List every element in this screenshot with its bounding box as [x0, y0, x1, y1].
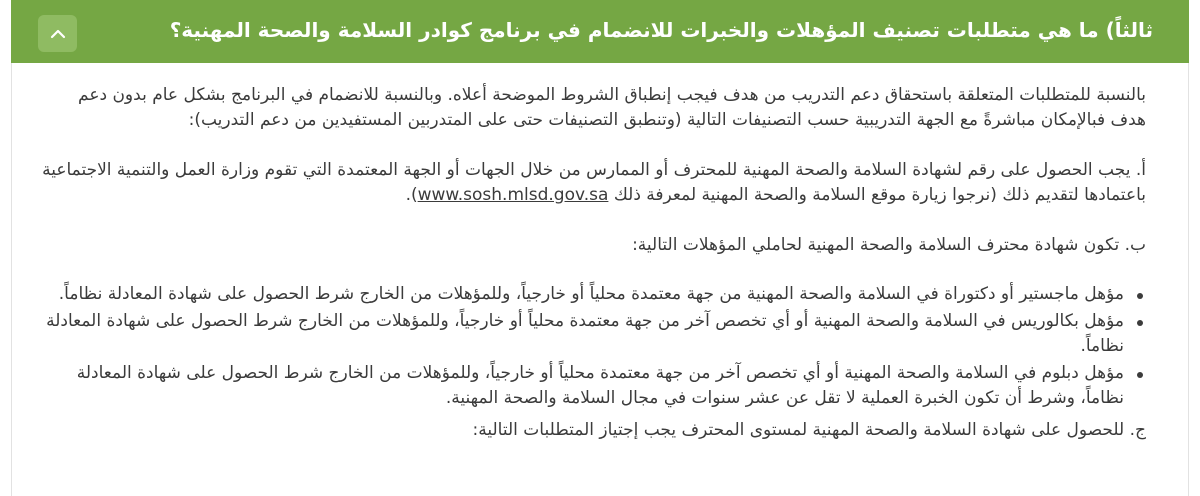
item-c-paragraph: ج. للحصول على شهادة السلامة والصحة المهنية لمستوى المحترف يجب إجتياز المتطلبات التالية:	[472, 420, 1146, 440]
qualifications-list	[40, 282, 1146, 411]
list-item: مؤهل دبلوم في السلامة والصحة المهنية أو أي تخصص آخر من جهة معتمدة محلياً أو خارجياً، وللمؤهلات من الخارج شرط الحصول على شهادة المعادلة نظاماً، وشرط أن تكون الخبرة العملية لا تقل عن عشر سنوات في مجال السلامة والصحة المهنية.	[40, 361, 1124, 411]
list-item: مؤهل ماجستير أو دكتوراة في السلامة والصحة المهنية من جهة معتمدة محلياً أو خارجياً، وللمؤهلات من الخارج شرط الحصول على شهادة المعادلة نظاماً.	[40, 282, 1124, 307]
panel-content	[40, 83, 1146, 443]
item-a-paragraph	[40, 158, 1146, 208]
intro-paragraph: بالنسبة للمتطلبات المتعلقة باستحقاق دعم التدريب من هدف فيجب إنطباق الشروط الموضحة أعلاه. وبالنسبة للانضمام في البرنامج بشكل عام بدون دعم هدف فبالإمكان مباشرةً مع الجهة التدريبية حسب التصنيفات التالية (وتنطبق التصنيفات حتى على المتدربين المستفيدين من دعم التدريب):	[78, 85, 1146, 130]
list-item: مؤهل بكالوريس في السلامة والصحة المهنية أو أي تخصص آخر من جهة معتمدة محلياً أو خارجياً، وللمؤهلات من الخارج شرط الحصول على شهادة المعادلة نظاماً.	[40, 309, 1124, 359]
item-a-text: أ. يجب الحصول على رقم لشهادة السلامة والصحة المهنية للمحترف أو الممارس من خلال الجهات أو الجهة المعتمدة التي تقوم وزارة العمل والتنمية الاجتماعية باعتمادها لتقديم ذلك (نرجوا زيارة موقع السلامة والصحة المهنية لمعرفة ذلك	[42, 160, 1146, 205]
accordion-panel	[11, 63, 1189, 496]
accordion-header[interactable]	[11, 0, 1189, 63]
item-a-end: ).	[405, 185, 418, 205]
item-b-paragraph: ب. تكون شهادة محترف السلامة والصحة المهنية لحاملي المؤهلات التالية:	[632, 235, 1146, 255]
sosh-website-link[interactable]: www.sosh.mlsd.gov.sa	[417, 185, 609, 205]
accordion-title: ثالثاً) ما هي متطلبات تصنيف المؤهلات والخبرات للانضمام في برنامج كوادر السلامة والصحة المهنية؟	[169, 18, 1153, 42]
chevron-up-icon	[50, 29, 66, 39]
collapse-toggle-button[interactable]	[38, 15, 77, 52]
